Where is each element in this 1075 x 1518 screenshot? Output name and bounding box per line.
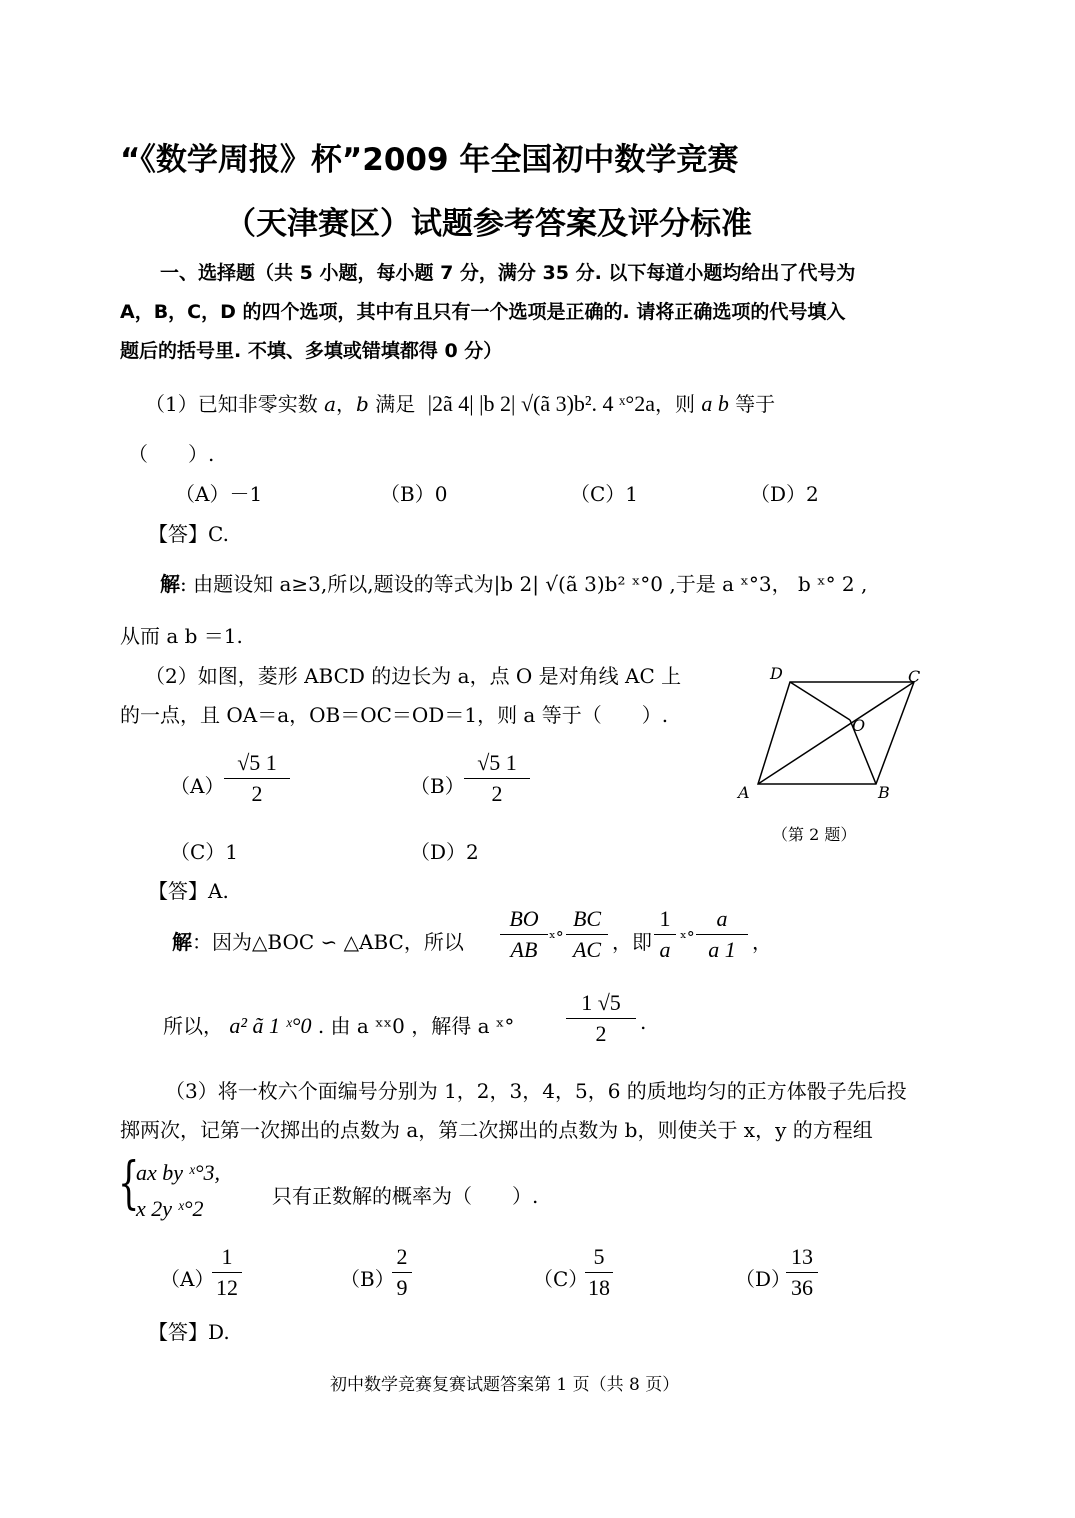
q2-option-a-num: √5 1 (237, 750, 277, 775)
q2-frac-1-a (654, 906, 676, 963)
q1-sep: ， (336, 392, 357, 416)
q3-option-c-num: 5 (593, 1244, 605, 1269)
q3-option-b-den: 9 (396, 1275, 408, 1300)
q1-option-c: （C）1 (570, 482, 639, 506)
q1-expression: |2ã 4| |b 2| √(ã 3)b². 4 ˣ°2a (427, 391, 655, 416)
page-title-line2: （天津赛区）试题参考答案及评分标准 (225, 206, 752, 242)
q2-option-d: （D）2 (410, 840, 479, 864)
q1-paren: （ ）. (128, 442, 215, 466)
q1-stem-start: （1）已知非零实数 (145, 392, 318, 416)
q3-option-a-num: 1 (221, 1244, 233, 1269)
q1-solution-label: 解 (160, 572, 180, 596)
q3-option-d-num: 13 (791, 1244, 813, 1269)
q1-equals: 等于 (735, 392, 776, 416)
q3-option-d-label: （D） (735, 1267, 792, 1291)
q2-solution-label: 解 (172, 930, 192, 954)
rhombus-figure (730, 660, 930, 810)
q1-then: ，则 (654, 392, 695, 416)
q2-period: . (640, 1010, 647, 1034)
q3-option-b-label: （B） (340, 1267, 395, 1291)
q2-frac-bc-ac-den: AC (572, 937, 602, 962)
page-footer: 初中数学竞赛复赛试题答案第 1 页（共 8 页） (330, 1375, 680, 1395)
q1-ask-expression: a b (701, 391, 729, 416)
section-instructions-line2: A，B，C，D 的四个选项，其中有且只有一个选项是正确的. 请将正确选项的代号填入 (120, 301, 846, 323)
q1-option-d: （D）2 (750, 482, 819, 506)
q3-system-eq2: x 2y ˣ°2 (136, 1196, 204, 1221)
q3-system-eq1: ax by ˣ°3, (136, 1160, 221, 1185)
q2-solution-line2-mid: . 由 a ˣˣ0 ，解得 a ˣ° (317, 1014, 515, 1038)
q2-solution-line2 (163, 1010, 514, 1039)
q3-option-c-label: （C） (533, 1267, 589, 1291)
q3-option-a-label: （A） (160, 1267, 215, 1291)
q2-frac-bc-ac (566, 906, 608, 963)
q1-var-b: b (356, 392, 369, 416)
q3-answer: 【答】D. (148, 1320, 230, 1344)
q2-stem-line2: 的一点，且 OA＝a，OB＝OC＝OD＝1，则 a 等于（ ）. (120, 703, 669, 727)
q1-option-b: （B）0 (380, 482, 448, 506)
figure-caption: （第 2 题） (772, 825, 857, 844)
q2-option-a-den: 2 (251, 781, 263, 806)
section-instructions-line3: 题后的括号里. 不填、多填或错填都得 0 分） (120, 340, 503, 362)
q2-stem-line1: （2）如图，菱形 ABCD 的边长为 a，点 O 是对角线 AC 上 (145, 664, 682, 688)
q2-frac-1-a-num: 1 (659, 906, 671, 931)
figure-label-o: O (852, 716, 866, 735)
q2-frac-bo-ab-num: BO (509, 906, 539, 931)
q3-option-a-den: 12 (216, 1275, 238, 1300)
figure-label-a: A (738, 783, 750, 802)
q3-stem-tail: 只有正数解的概率为（ ）. (272, 1184, 539, 1208)
q2-comma: ， (752, 930, 772, 954)
q3-option-b-fraction (392, 1244, 412, 1301)
q3-stem-line1: （3）将一枚六个面编号分别为 1，2，3，4，5，6 的质地均匀的正方体骰子先后投 (165, 1079, 907, 1103)
q2-option-a-label: （A） (170, 774, 225, 798)
q2-frac-a-a1 (696, 906, 748, 963)
q3-option-c-fraction (585, 1244, 613, 1301)
figure-label-c: C (908, 667, 921, 686)
q2-result-num: 1 √5 (581, 990, 621, 1015)
q2-frac-bc-ac-num: BC (572, 906, 602, 931)
q2-solution-text1 (172, 926, 464, 955)
q2-solution-line2-start: 所以， (163, 1014, 223, 1038)
q2-option-b-fraction (464, 750, 530, 807)
q2-frac-bo-ab-den: AB (510, 937, 538, 962)
figure-label-b: B (878, 783, 890, 802)
q2-frac-a-a1-den: a 1 (708, 937, 736, 962)
q1-solution-line1 (160, 568, 867, 597)
section-instructions-line1: 一、选择题（共 5 小题，每小题 7 分，满分 35 分. 以下每道小题均给出了代号为 (160, 262, 856, 284)
page-title-line1: “《数学周报》杯”2009 年全国初中数学竞赛 (120, 142, 739, 178)
q2-option-c: （C）1 (170, 840, 239, 864)
q3-option-a-fraction (212, 1244, 242, 1301)
q2-frac-a-a1-num: a (716, 906, 728, 931)
q2-result-fraction (566, 990, 636, 1047)
q2-eq-sym1: ˣ° (549, 928, 564, 947)
q3-option-b-num: 2 (396, 1244, 408, 1269)
q1-option-a: （A）－1 (175, 482, 263, 506)
q3-stem-line2: 掷两次，记第一次掷出的点数为 a，第二次掷出的点数为 b，则使关于 x，y 的方程组 (120, 1118, 873, 1142)
q1-stem (145, 388, 775, 417)
q3-option-d-fraction (786, 1244, 818, 1301)
q2-eq-sym2: ˣ° (680, 928, 695, 947)
segment-do (790, 682, 850, 720)
q3-option-d-den: 36 (791, 1275, 813, 1300)
q2-solution-text2: ，即 (612, 930, 652, 954)
q2-frac-1-a-den: a (659, 937, 671, 962)
q1-solution-line2: 从而 a b ＝1. (120, 624, 243, 648)
q2-option-b-label: （B） (410, 774, 465, 798)
q2-option-b-num: √5 1 (477, 750, 517, 775)
q2-result-den: 2 (595, 1021, 607, 1046)
q1-var-a: a (324, 392, 337, 416)
q2-option-b-den: 2 (491, 781, 503, 806)
figure-label-d: D (770, 664, 783, 683)
q3-system-brace: { (118, 1151, 140, 1216)
q3-option-c-den: 18 (588, 1275, 610, 1300)
q2-solution-start: ：因为△BOC ∽ △ABC，所以 (192, 930, 464, 954)
q2-option-a-fraction (224, 750, 290, 807)
q2-solution-line2-expr: a² ã 1 ˣ°0 (229, 1013, 312, 1038)
q1-satisfy: 满足 (375, 392, 416, 416)
q1-solution-text: : 由题设知 a≥3,所以,题设的等式为|b 2| √(ã 3)b² ˣ°0 ,于是 a ˣ°3， b ˣ° 2 , (180, 572, 868, 596)
q2-answer: 【答】A. (148, 879, 229, 903)
q2-frac-bo-ab (500, 906, 548, 963)
diagonal-ac (758, 682, 914, 784)
q1-answer: 【答】C. (148, 522, 229, 546)
